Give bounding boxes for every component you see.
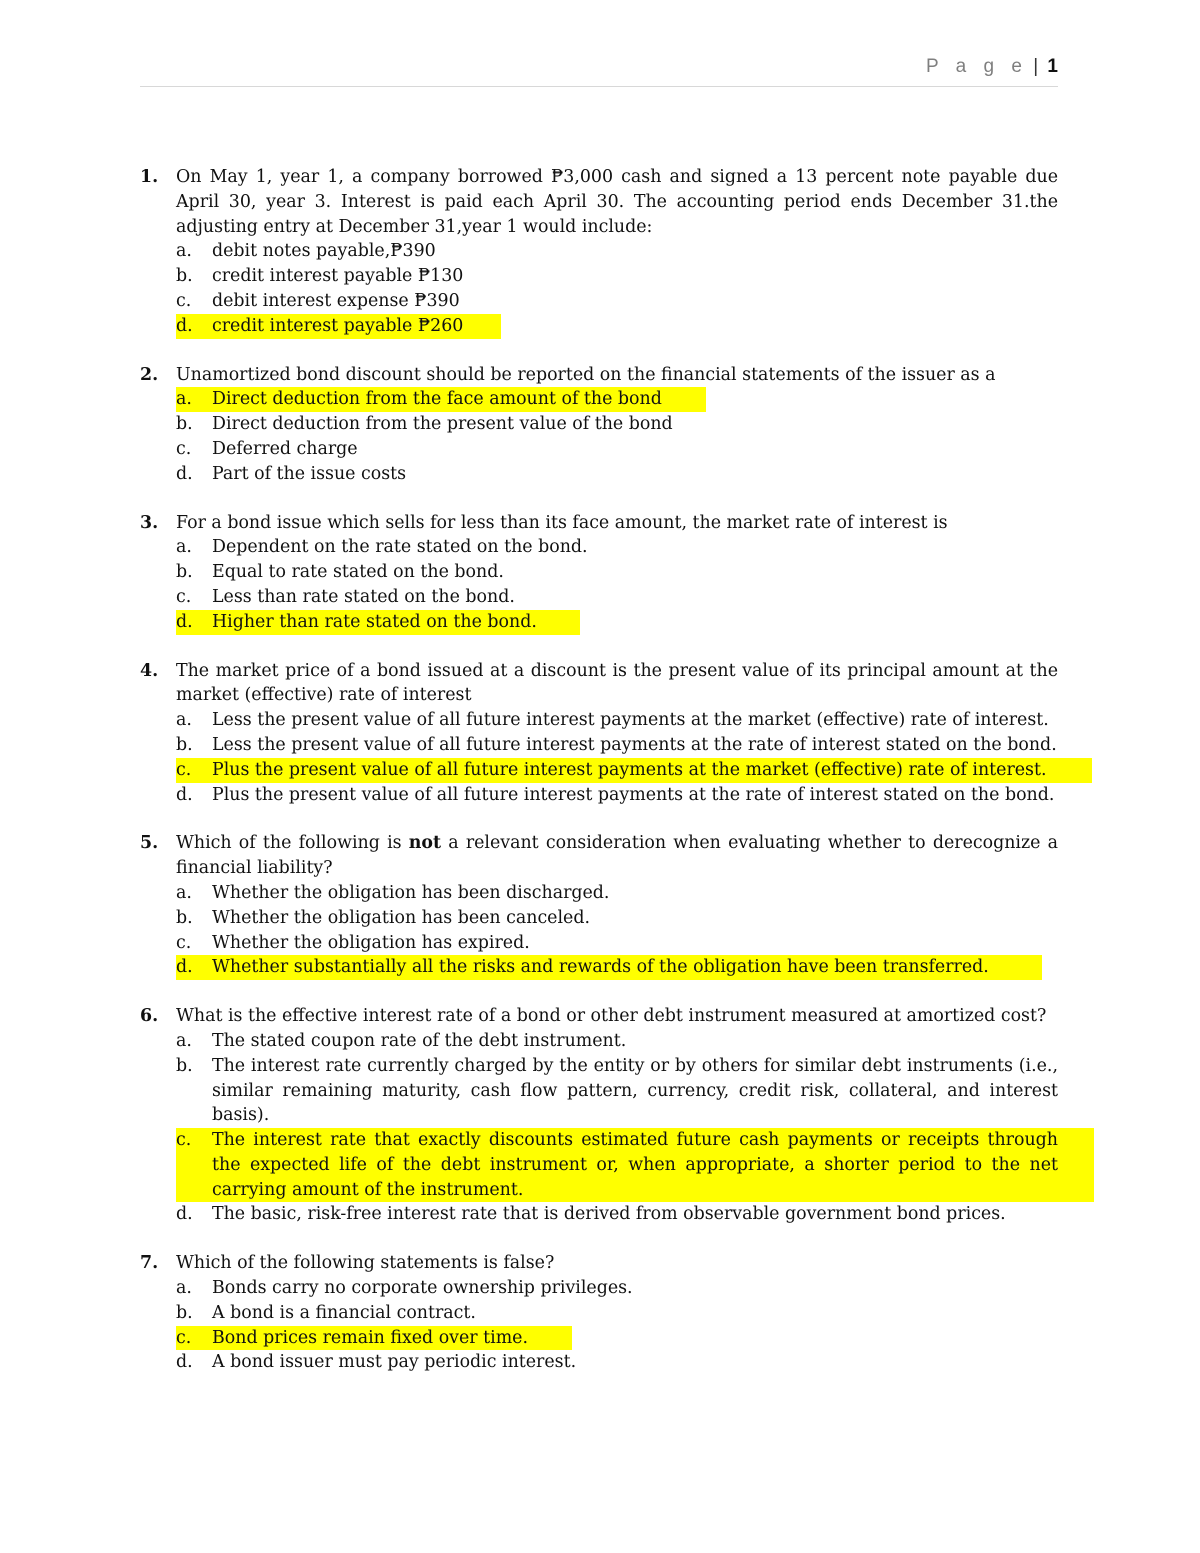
option-a — [176, 1276, 1058, 1301]
option-c-highlighted — [176, 1128, 1058, 1202]
option-b — [176, 1054, 1058, 1128]
option-text: Deferred charge — [212, 438, 358, 459]
option-letter: a. — [176, 1278, 192, 1299]
option-d-highlighted — [176, 610, 1058, 635]
option-letter: c. — [176, 290, 192, 311]
option-letter: c. — [176, 438, 192, 459]
option-list — [176, 708, 1058, 807]
option-text: Dependent on the rate stated on the bond. — [212, 537, 588, 558]
question-number: 3. — [140, 512, 159, 533]
option-letter: c. — [176, 932, 192, 953]
option-c-highlighted — [176, 1326, 1058, 1351]
question-4 — [140, 659, 1058, 808]
option-text: Direct deduction from the face amount of the bond — [212, 389, 662, 410]
option-text: The basic, risk-free interest rate that is derived from observable government bond prices. — [212, 1204, 1006, 1225]
question-text — [176, 831, 1058, 881]
option-a — [176, 239, 1058, 264]
option-letter: a. — [176, 710, 192, 731]
option-list — [176, 239, 1058, 338]
question-number: 6. — [140, 1006, 159, 1027]
option-text: The interest rate that exactly discounts estimated future cash payments or receipts through the expected life of the debt instrument or, when appropriate, a shorter period to the net carrying amount of the instrument. — [212, 1130, 1058, 1200]
option-text: The stated coupon rate of the debt instrument. — [212, 1030, 627, 1051]
option-text: Whether the obligation has been discharged. — [212, 882, 610, 903]
option-list — [176, 535, 1058, 634]
option-text: Plus the present value of all future interest payments at the market (effective) rate of interest. — [212, 759, 1047, 780]
option-text: Equal to rate stated on the bond. — [212, 562, 504, 583]
option-d — [176, 462, 1058, 487]
option-text: Direct deduction from the present value of the bond — [212, 414, 673, 435]
option-d-highlighted — [176, 955, 1058, 980]
option-c — [176, 289, 1058, 314]
option-d — [176, 1202, 1058, 1227]
option-text: Less the present value of all future interest payments at the market (effective) rate of interest. — [212, 710, 1049, 731]
option-letter: d. — [176, 784, 193, 805]
question-number: 4. — [140, 660, 159, 681]
option-list — [176, 1029, 1058, 1227]
option-list — [176, 387, 1058, 486]
option-b — [176, 906, 1058, 931]
question-6 — [140, 1004, 1058, 1227]
option-a — [176, 708, 1058, 733]
option-text: Plus the present value of all future interest payments at the rate of interest stated on the bond. — [212, 784, 1055, 805]
option-letter: c. — [176, 1327, 192, 1348]
option-list — [176, 881, 1058, 980]
option-letter: c. — [176, 586, 192, 607]
question-number: 1. — [140, 167, 159, 187]
option-text: Bonds carry no corporate ownership privileges. — [212, 1278, 633, 1299]
option-letter: d. — [176, 1204, 193, 1225]
option-text: Whether substantially all the risks and rewards of the obligation have been transferred. — [212, 957, 989, 978]
question-7 — [140, 1251, 1058, 1375]
option-a — [176, 535, 1058, 560]
option-letter: d. — [176, 463, 193, 484]
option-a-highlighted — [176, 387, 1058, 412]
option-letter: b. — [176, 907, 193, 928]
option-text: Whether the obligation has been canceled. — [212, 907, 590, 928]
option-text: Whether the obligation has expired. — [212, 932, 530, 953]
question-list — [140, 165, 1058, 1399]
question-number: 2. — [140, 364, 159, 385]
option-letter: b. — [176, 734, 193, 755]
option-letter: d. — [176, 611, 193, 632]
question-text: The market price of a bond issued at a discount is the present value of its principal amount at the market (effective) rate of interest — [176, 660, 1058, 706]
page-label: P a g e — [926, 56, 1028, 77]
option-letter: a. — [176, 882, 192, 903]
option-text: credit interest payable ₱260 — [212, 315, 464, 336]
option-letter: b. — [176, 1302, 193, 1323]
question-3 — [140, 511, 1058, 635]
option-letter: b. — [176, 1055, 193, 1076]
option-letter: b. — [176, 414, 193, 435]
option-letter: d. — [176, 957, 193, 978]
option-text: Less than rate stated on the bond. — [212, 586, 515, 607]
option-text: debit interest expense ₱390 — [212, 290, 460, 311]
option-c — [176, 437, 1058, 462]
page-number: 1 — [1047, 56, 1058, 77]
option-text: credit interest payable ₱130 — [212, 266, 464, 287]
question-text: What is the effective interest rate of a bond or other debt instrument measured at amortized cost? — [176, 1006, 1047, 1027]
question-number: 7. — [140, 1253, 159, 1274]
option-letter: a. — [176, 1030, 192, 1051]
option-text: Higher than rate stated on the bond. — [212, 611, 537, 632]
option-text: A bond is a financial contract. — [212, 1302, 476, 1323]
option-text: Part of the issue costs — [212, 463, 407, 484]
option-a — [176, 1029, 1058, 1054]
option-letter: c. — [176, 759, 192, 780]
question-text-emphasis: not — [408, 833, 442, 854]
option-letter: b. — [176, 562, 193, 583]
question-5 — [140, 831, 1058, 980]
question-text: Unamortized bond discount should be reported on the financial statements of the issuer as a — [176, 364, 996, 385]
option-letter: d. — [176, 315, 193, 336]
option-letter: a. — [176, 389, 192, 410]
option-letter: d. — [176, 1352, 193, 1373]
question-number: 5. — [140, 833, 159, 854]
question-text: On May 1, year 1, a company borrowed ₱3,000 cash and signed a 13 percent note payable due April 30, year 3. Interest is paid each April 30. The accounting period ends December 31.the adjusting entry at December 31,year 1 would include: — [176, 167, 1058, 237]
option-text: The interest rate currently charged by the entity or by others for similar debt instruments (i.e., similar remaining maturity, cash flow pattern, currency, credit risk, collateral, and interest basis). — [212, 1055, 1058, 1126]
question-text: Which of the following statements is false? — [176, 1253, 555, 1274]
header-separator: | — [1033, 56, 1039, 77]
option-letter: a. — [176, 241, 192, 262]
option-c — [176, 585, 1058, 610]
option-letter: a. — [176, 537, 192, 558]
question-text-after: a relevant consideration when evaluating whether to derecognize a financial liability? — [176, 833, 1058, 879]
option-text: A bond issuer must pay periodic interest. — [212, 1352, 577, 1373]
option-b — [176, 733, 1058, 758]
option-c — [176, 931, 1058, 956]
option-b — [176, 412, 1058, 437]
option-c-highlighted — [176, 758, 1058, 783]
option-letter: b. — [176, 266, 193, 287]
option-text: Bond prices remain fixed over time. — [212, 1327, 529, 1348]
question-1 — [140, 165, 1058, 339]
question-text: For a bond issue which sells for less than its face amount, the market rate of interest is — [176, 512, 948, 533]
option-letter: c. — [176, 1130, 192, 1151]
option-b — [176, 1301, 1058, 1326]
question-text-before: Which of the following is — [176, 833, 409, 854]
option-a — [176, 881, 1058, 906]
option-d — [176, 1350, 1058, 1375]
option-d-highlighted — [176, 314, 1058, 339]
option-d — [176, 783, 1058, 808]
option-list — [176, 1276, 1058, 1375]
question-2 — [140, 363, 1058, 487]
option-b — [176, 560, 1058, 585]
option-b — [176, 264, 1058, 289]
option-text: Less the present value of all future interest payments at the rate of interest stated on the bond. — [212, 734, 1057, 755]
option-text: debit notes payable,₱390 — [212, 241, 436, 262]
page-header — [140, 56, 1058, 87]
